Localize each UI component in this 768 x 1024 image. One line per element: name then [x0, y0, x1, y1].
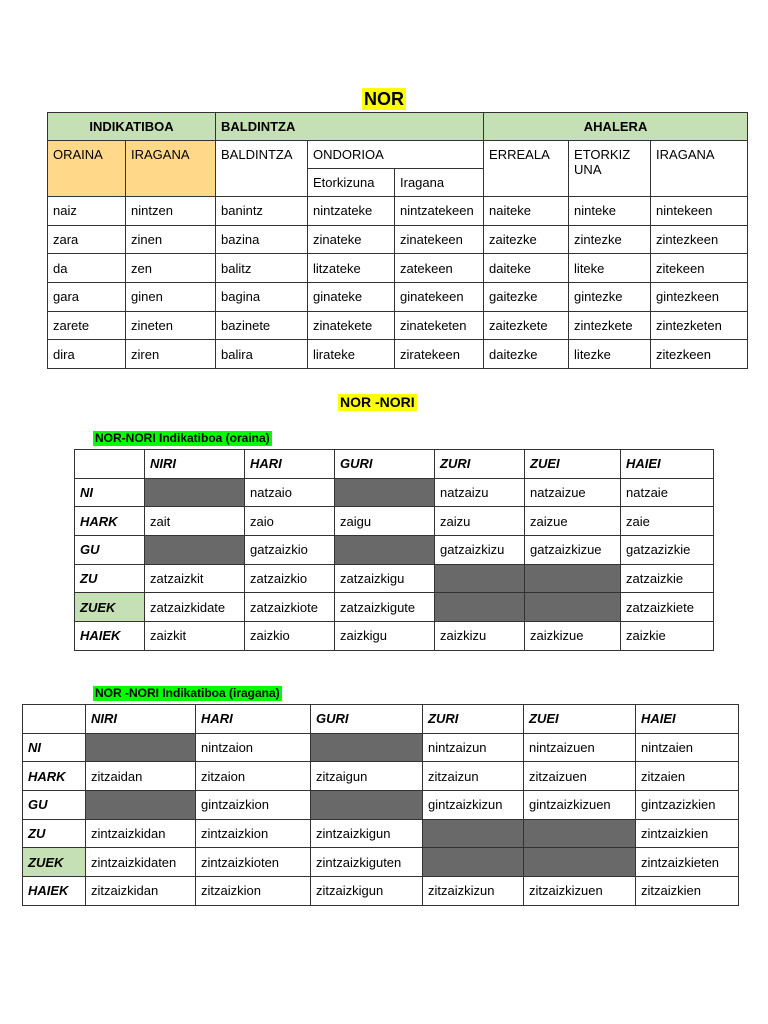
row-header-zu: ZU: [23, 819, 86, 848]
table-cell: zaie: [621, 507, 714, 536]
table-cell: zatzaizkiote: [245, 593, 335, 622]
nor-cell: nintzatekeen: [395, 197, 484, 226]
baldintza-header: BALDINTZA: [216, 113, 484, 141]
column-header-zuei: ZUEI: [525, 450, 621, 479]
table-cell: zaizkie: [621, 622, 714, 651]
row-header-haiek: HAIEK: [23, 877, 86, 906]
table-cell: zintzaizkieten: [636, 848, 739, 877]
row-header-gu: GU: [75, 536, 145, 565]
table-cell: zitzaizkizuen: [524, 877, 636, 906]
table-cell: zaizkizu: [435, 622, 525, 651]
nor-cell: litzateke: [308, 254, 395, 283]
nor-cell: dira: [48, 340, 126, 369]
row-header-zuek: ZUEK: [75, 593, 145, 622]
column-header-haiei: HAIEI: [621, 450, 714, 479]
nor-row: [48, 225, 748, 254]
nor-cell: da: [48, 254, 126, 283]
table-row: [75, 564, 714, 593]
oraina-header: ORAINA: [48, 141, 126, 197]
table-cell: zaio: [245, 507, 335, 536]
row-header-gu: GU: [23, 791, 86, 820]
table-cell: natzaizu: [435, 478, 525, 507]
nor-cell: gintezkeen: [651, 283, 748, 312]
table-cell: zaizkigu: [335, 622, 435, 651]
table-cell: natzaie: [621, 478, 714, 507]
row-header-haiek: HAIEK: [75, 622, 145, 651]
nor-cell: zinatekete: [308, 311, 395, 340]
table-cell: zintzaizkigun: [311, 819, 423, 848]
iragana-header: IRAGANA: [126, 141, 216, 197]
nor-cell: zineten: [126, 311, 216, 340]
nor-cell: zitekeen: [651, 254, 748, 283]
nor-cell: balira: [216, 340, 308, 369]
nor-cell: gaitezke: [484, 283, 569, 312]
table-cell: zait: [145, 507, 245, 536]
table-cell: zaizue: [525, 507, 621, 536]
nor-cell: balitz: [216, 254, 308, 283]
table-cell: zatzaizkigu: [335, 564, 435, 593]
row-header-zuek: ZUEK: [23, 848, 86, 877]
table-row: [75, 507, 714, 536]
empty-shaded-cell: [423, 848, 524, 877]
nor-cell: ginateke: [308, 283, 395, 312]
empty-shaded-cell: [86, 791, 196, 820]
table-cell: zitzaizkidan: [86, 877, 196, 906]
nor-cell: zinateke: [308, 225, 395, 254]
table-cell: gatzaizkizu: [435, 536, 525, 565]
nor-cell: zinen: [126, 225, 216, 254]
table-cell: zitzaizkion: [196, 877, 311, 906]
table-cell: gatzaizkizue: [525, 536, 621, 565]
nor-cell: nintzateke: [308, 197, 395, 226]
nor-cell: ziren: [126, 340, 216, 369]
nor-cell: ziratekeen: [395, 340, 484, 369]
table-cell: zitzaizkien: [636, 877, 739, 906]
nor-cell: ninteke: [569, 197, 651, 226]
corner-cell: [75, 450, 145, 479]
table-cell: zaizkit: [145, 622, 245, 651]
table-cell: nintzaizun: [423, 733, 524, 762]
table-cell: gatzazizkie: [621, 536, 714, 565]
empty-shaded-cell: [525, 593, 621, 622]
table-cell: zatzaizkidate: [145, 593, 245, 622]
empty-shaded-cell: [525, 564, 621, 593]
empty-shaded-cell: [145, 536, 245, 565]
nor-row: [48, 311, 748, 340]
table-row: [75, 622, 714, 651]
nor-cell: liteke: [569, 254, 651, 283]
table-cell: zitzaizuen: [524, 762, 636, 791]
table-cell: zatzaizkit: [145, 564, 245, 593]
table-row: [75, 593, 714, 622]
table-cell: zaizkio: [245, 622, 335, 651]
table-cell: zintzaizkion: [196, 819, 311, 848]
table-cell: zitzaizkizun: [423, 877, 524, 906]
iragana-subheader: Iragana: [395, 169, 484, 197]
table-cell: nintzaien: [636, 733, 739, 762]
table-cell: natzaio: [245, 478, 335, 507]
nor-title: NOR: [364, 89, 404, 109]
nor-cell: zaitezkete: [484, 311, 569, 340]
empty-shaded-cell: [145, 478, 245, 507]
nor-cell: bazina: [216, 225, 308, 254]
nor-nori-oraina-table: [74, 449, 714, 651]
ahalera-header: AHALERA: [484, 113, 748, 141]
table-row: [23, 791, 739, 820]
table-cell: zintzaizkioten: [196, 848, 311, 877]
table-cell: zitzaizkigun: [311, 877, 423, 906]
erreala-header: ERREALA: [484, 141, 569, 197]
baldintza-subheader: BALDINTZA: [216, 141, 308, 197]
nor-cell: zatekeen: [395, 254, 484, 283]
table-cell: nintzaion: [196, 733, 311, 762]
empty-shaded-cell: [423, 819, 524, 848]
column-header-zuei: ZUEI: [524, 705, 636, 734]
oraina-table-title: NOR-NORI Indikatiboa (oraina): [95, 431, 270, 445]
row-header-hark: HARK: [23, 762, 86, 791]
nor-cell: zintezkeen: [651, 225, 748, 254]
nor-row: [48, 254, 748, 283]
nor-cell: zinateketen: [395, 311, 484, 340]
empty-shaded-cell: [335, 536, 435, 565]
nor-cell: gara: [48, 283, 126, 312]
row-header-ni: NI: [23, 733, 86, 762]
etorkizuna-ahalera-header: ETORKIZ UNA: [569, 141, 651, 197]
table-cell: zitzaigun: [311, 762, 423, 791]
table-cell: zaigu: [335, 507, 435, 536]
nor-cell: naiz: [48, 197, 126, 226]
nor-row: [48, 340, 748, 369]
nor-cell: ginatekeen: [395, 283, 484, 312]
nor-cell: daiteke: [484, 254, 569, 283]
indikatiboa-header: INDIKATIBOA: [48, 113, 216, 141]
table-cell: gatzaizkio: [245, 536, 335, 565]
nor-nori-iragana-table: [22, 704, 739, 906]
nor-cell: zitezkeen: [651, 340, 748, 369]
table-cell: zatzaizkio: [245, 564, 335, 593]
row-header-zu: ZU: [75, 564, 145, 593]
empty-shaded-cell: [435, 564, 525, 593]
column-header-haiei: HAIEI: [636, 705, 739, 734]
table-row: [23, 762, 739, 791]
nor-cell: daitezke: [484, 340, 569, 369]
empty-shaded-cell: [86, 733, 196, 762]
table-cell: nintzaizuen: [524, 733, 636, 762]
table-cell: zintzaizkien: [636, 819, 739, 848]
nor-cell: zintezketen: [651, 311, 748, 340]
table-cell: zaizkizue: [525, 622, 621, 651]
row-header-ni: NI: [75, 478, 145, 507]
nor-cell: naiteke: [484, 197, 569, 226]
column-header-niri: NIRI: [145, 450, 245, 479]
table-row: [23, 733, 739, 762]
table-row: [75, 478, 714, 507]
column-header-zuri: ZURI: [435, 450, 525, 479]
corner-cell: [23, 705, 86, 734]
empty-shaded-cell: [311, 791, 423, 820]
nor-cell: zinatekeen: [395, 225, 484, 254]
iragana-ahalera-header: IRAGANA: [651, 141, 748, 197]
nor-cell: nintekeen: [651, 197, 748, 226]
nor-cell: nintzen: [126, 197, 216, 226]
empty-shaded-cell: [311, 733, 423, 762]
table-cell: gintzaizkizun: [423, 791, 524, 820]
nor-row: [48, 197, 748, 226]
table-cell: zatzaizkigute: [335, 593, 435, 622]
header-row: [75, 450, 714, 479]
table-cell: zitzaidan: [86, 762, 196, 791]
column-header-guri: GURI: [335, 450, 435, 479]
table-cell: gintzazizkien: [636, 791, 739, 820]
nor-cell: zaitezke: [484, 225, 569, 254]
nor-cell: zintezke: [569, 225, 651, 254]
table-cell: zitzaion: [196, 762, 311, 791]
nor-cell: bazinete: [216, 311, 308, 340]
table-row: [23, 848, 739, 877]
column-header-niri: NIRI: [86, 705, 196, 734]
table-cell: gintzaizkion: [196, 791, 311, 820]
table-cell: zintzaizkidan: [86, 819, 196, 848]
column-header-hari: HARI: [245, 450, 335, 479]
nor-table: [47, 112, 748, 369]
empty-shaded-cell: [524, 819, 636, 848]
table-row: [23, 819, 739, 848]
table-row: [75, 536, 714, 565]
column-header-zuri: ZURI: [423, 705, 524, 734]
table-cell: zitzaien: [636, 762, 739, 791]
nor-cell: zara: [48, 225, 126, 254]
iragana-table-title: NOR -NORI Indikatiboa (iragana): [95, 686, 280, 700]
nor-row: [48, 283, 748, 312]
nor-nori-title: NOR -NORI: [340, 394, 415, 410]
ondorioa-header: ONDORIOA: [308, 141, 484, 169]
column-header-hari: HARI: [196, 705, 311, 734]
nor-cell: zarete: [48, 311, 126, 340]
nor-cell: zen: [126, 254, 216, 283]
empty-shaded-cell: [435, 593, 525, 622]
table-cell: zitzaizun: [423, 762, 524, 791]
nor-cell: gintezke: [569, 283, 651, 312]
table-row: [23, 877, 739, 906]
nor-cell: ginen: [126, 283, 216, 312]
table-cell: zintzaizkidaten: [86, 848, 196, 877]
nor-cell: zintezkete: [569, 311, 651, 340]
table-cell: zatzaizkie: [621, 564, 714, 593]
column-header-guri: GURI: [311, 705, 423, 734]
empty-shaded-cell: [335, 478, 435, 507]
nor-cell: litezke: [569, 340, 651, 369]
table-cell: zatzaizkiete: [621, 593, 714, 622]
row-header-hark: HARK: [75, 507, 145, 536]
nor-cell: bagina: [216, 283, 308, 312]
table-cell: natzaizue: [525, 478, 621, 507]
table-cell: zintzaizkiguten: [311, 848, 423, 877]
etorkizuna-subheader: Etorkizuna: [308, 169, 395, 197]
nor-cell: banintz: [216, 197, 308, 226]
header-row: [23, 705, 739, 734]
nor-cell: lirateke: [308, 340, 395, 369]
empty-shaded-cell: [524, 848, 636, 877]
table-cell: gintzaizkizuen: [524, 791, 636, 820]
table-cell: zaizu: [435, 507, 525, 536]
